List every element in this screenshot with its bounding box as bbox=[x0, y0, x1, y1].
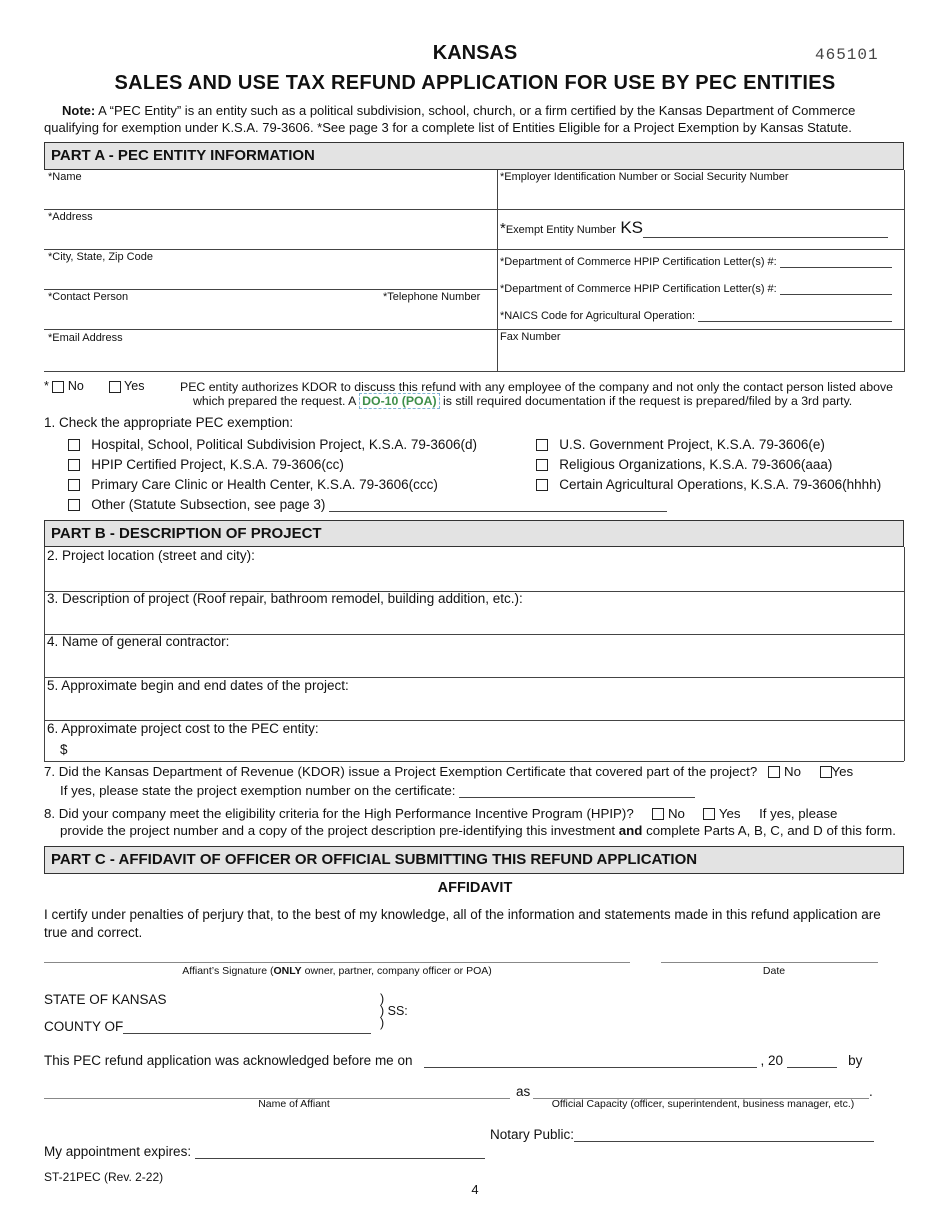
auth-text-2 bbox=[193, 394, 852, 408]
page-number: 4 bbox=[471, 1182, 479, 1197]
required-star: * bbox=[500, 220, 506, 237]
exemption-option[interactable] bbox=[68, 437, 477, 452]
exempt-prefix: KS bbox=[620, 218, 644, 237]
ack-label: This PEC refund application was acknowledged before me on bbox=[44, 1053, 413, 1068]
exemption-option-label: U.S. Government Project, K.S.A. 79-3606(e) bbox=[559, 437, 825, 452]
exemption-option-label: Primary Care Clinic or Health Center, K.S.A. 79-3606(ccc) bbox=[91, 477, 438, 492]
part-b-left-border bbox=[44, 547, 45, 761]
exempt-entity-number-field[interactable] bbox=[500, 218, 888, 238]
q8 bbox=[44, 806, 837, 821]
exemption-option-label: Other (Statute Subsection, see page 3) bbox=[91, 497, 326, 512]
exemption-checkbox[interactable] bbox=[68, 459, 80, 471]
exemption-option-label: Hospital, School, Political Subdivision Project, K.S.A. 79-3606(d) bbox=[91, 437, 477, 452]
date-caption: Date bbox=[762, 965, 786, 977]
city-state-zip-field[interactable]: *City, State, Zip Code bbox=[48, 251, 153, 263]
general-contractor-field[interactable]: 4. Name of general contractor: bbox=[47, 634, 230, 649]
hpip-letter-label-1: *Department of Commerce HPIP Certification Letter(s) #: bbox=[500, 256, 777, 268]
hpip-letter-label-2: *Department of Commerce HPIP Certification Letter(s) #: bbox=[500, 283, 777, 295]
q8-sub bbox=[60, 823, 896, 838]
exemption-option-label: Certain Agricultural Operations, K.S.A. 79-3606(hhhh) bbox=[559, 477, 882, 492]
project-cost-field[interactable]: 6. Approximate project cost to the PEC entity: bbox=[47, 721, 319, 736]
official-capacity-caption: Official Capacity (officer, superintendent, business manager, etc.) bbox=[551, 1098, 855, 1110]
q8-label: 8. Did your company meet the eligibility criteria for the High Performance Incentive Program (HPIP)? bbox=[44, 806, 634, 821]
contact-person-field[interactable]: *Contact Person bbox=[48, 291, 129, 303]
sig-caption-a: Affiant’s Signature ( bbox=[182, 965, 274, 977]
dollar-sign: $ bbox=[60, 742, 68, 757]
ack-by: by bbox=[848, 1053, 863, 1068]
q7-no-checkbox[interactable] bbox=[768, 766, 780, 778]
other-statute-blank[interactable] bbox=[329, 511, 667, 512]
certify-line1: I certify under penalties of perjury that, to the best of my knowledge, all of the information and statements made in this refund application are bbox=[44, 907, 881, 922]
note-line2: qualifying for exemption under K.S.A. 79-3606. *See page 3 for a complete list of Entities Eligible for a Project Exemption by Kansas Statute. bbox=[44, 120, 852, 135]
hpip-letter-blank-2[interactable] bbox=[780, 294, 892, 295]
part-a-divider bbox=[497, 170, 498, 372]
certify-line2: true and correct. bbox=[44, 925, 143, 940]
affidavit-title: AFFIDAVIT bbox=[437, 880, 513, 896]
q8-sub-b: complete Parts A, B, C, and D of this form. bbox=[642, 823, 896, 838]
rule bbox=[44, 249, 904, 250]
q8-sub-bold: and bbox=[618, 823, 643, 838]
exemption-option-other[interactable] bbox=[68, 497, 667, 512]
q7 bbox=[44, 764, 853, 779]
email-field[interactable]: *Email Address bbox=[48, 332, 123, 344]
state-of-kansas: STATE OF KANSAS bbox=[44, 992, 167, 1007]
auth-text-1: PEC entity authorizes KDOR to discuss this refund with any employee of the company and not only the contact person listed above bbox=[180, 380, 893, 394]
appointment-label: My appointment expires: bbox=[44, 1144, 192, 1159]
form-number: 465101 bbox=[815, 46, 879, 64]
part-a-heading: PART A - PEC ENTITY INFORMATION bbox=[44, 142, 904, 170]
note bbox=[44, 102, 914, 136]
naics-field[interactable] bbox=[500, 310, 892, 322]
exemption-option[interactable] bbox=[536, 477, 881, 492]
exemption-checkbox[interactable] bbox=[68, 499, 80, 511]
q7-yes-label: Yes bbox=[831, 764, 854, 779]
exemption-checkbox[interactable] bbox=[536, 479, 548, 491]
project-dates-field[interactable]: 5. Approximate begin and end dates of the project: bbox=[47, 678, 349, 693]
acknowledgement bbox=[44, 1053, 862, 1068]
q7-exemption-number-blank[interactable] bbox=[459, 797, 695, 798]
part-a-right-border bbox=[904, 170, 905, 372]
as-label: as bbox=[516, 1084, 531, 1099]
ss-bracket bbox=[380, 993, 408, 1029]
period: . bbox=[869, 1084, 873, 1099]
auth-text-2a: which prepared the request. A bbox=[193, 394, 360, 408]
address-field[interactable]: *Address bbox=[48, 211, 93, 223]
q8-no-label: No bbox=[667, 806, 685, 821]
naics-label: *NAICS Code for Agricultural Operation: bbox=[500, 310, 696, 322]
telephone-field[interactable]: *Telephone Number bbox=[383, 291, 481, 303]
name-field[interactable]: *Name bbox=[48, 171, 82, 183]
note-line1: A “PEC Entity” is an entity such as a political subdivision, school, church, or a firm certified by the Kansas Department of Commerce bbox=[95, 103, 856, 118]
ack-year-blank[interactable] bbox=[787, 1067, 837, 1068]
sig-caption-bold: ONLY bbox=[273, 965, 302, 977]
part-c-heading: PART C - AFFIDAVIT OF OFFICER OR OFFICIAL SUBMITTING THIS REFUND APPLICATION bbox=[44, 846, 904, 874]
project-location-field[interactable]: 2. Project location (street and city): bbox=[47, 548, 255, 563]
note-label: Note: bbox=[62, 103, 96, 118]
notary-blank[interactable] bbox=[574, 1141, 874, 1142]
ack-date-blank[interactable] bbox=[424, 1067, 757, 1068]
exemption-option[interactable] bbox=[68, 457, 344, 472]
appointment-blank[interactable] bbox=[195, 1158, 485, 1159]
name-of-affiant-caption: Name of Affiant bbox=[258, 1098, 330, 1110]
q7-sub bbox=[60, 783, 695, 798]
q8-ifyes: If yes, please bbox=[759, 806, 838, 821]
certify-text bbox=[44, 906, 881, 942]
exemption-option-label: Religious Organizations, K.S.A. 79-3606(aaa) bbox=[559, 457, 833, 472]
exemption-option[interactable] bbox=[536, 437, 825, 452]
q7-label: 7. Did the Kansas Department of Revenue (KDOR) issue a Project Exemption Certificate that covered part of the project? bbox=[44, 764, 758, 779]
exemption-checkbox[interactable] bbox=[536, 459, 548, 471]
rule bbox=[44, 209, 904, 210]
state-title: KANSAS bbox=[432, 42, 518, 64]
ack-year-prefix: , 20 bbox=[760, 1053, 784, 1068]
q7-sub-label: If yes, please state the project exemption number on the certificate: bbox=[60, 783, 456, 798]
q8-yes-checkbox[interactable] bbox=[703, 808, 715, 820]
appointment-field[interactable] bbox=[44, 1144, 485, 1159]
hpip-letter-blank-1[interactable] bbox=[780, 267, 892, 268]
exemption-option-label: HPIP Certified Project, K.S.A. 79-3606(cc) bbox=[91, 457, 344, 472]
form-revision: ST-21PEC (Rev. 2-22) bbox=[44, 1170, 164, 1184]
naics-blank[interactable] bbox=[698, 321, 892, 322]
exempt-entity-blank[interactable] bbox=[643, 237, 888, 238]
rule bbox=[44, 371, 904, 372]
rule bbox=[44, 761, 904, 762]
auth-yes-checkbox[interactable] bbox=[109, 381, 121, 393]
q8-no-checkbox[interactable] bbox=[652, 808, 664, 820]
required-star: * bbox=[44, 379, 49, 393]
exemption-checkbox[interactable] bbox=[536, 439, 548, 451]
auth-no-checkbox[interactable] bbox=[52, 381, 64, 393]
date-line[interactable] bbox=[661, 962, 878, 963]
sig-caption-b: owner, partner, company officer or POA) bbox=[301, 965, 492, 977]
signature-caption bbox=[44, 965, 630, 977]
notary-label: Notary Public: bbox=[490, 1127, 575, 1142]
fax-field[interactable]: Fax Number bbox=[500, 331, 561, 343]
q7-yes-checkbox[interactable] bbox=[820, 766, 832, 778]
exemption-option[interactable] bbox=[68, 477, 438, 492]
exemption-checkbox[interactable] bbox=[68, 439, 80, 451]
q8-sub-a: provide the project number and a copy of the project description pre-identifying this investment bbox=[60, 823, 619, 838]
exempt-entity-label: Exempt Entity Number bbox=[505, 224, 616, 236]
county-label: COUNTY OF bbox=[44, 1019, 124, 1034]
part-b-right-border bbox=[904, 547, 905, 761]
auth-yes-label: Yes bbox=[124, 379, 145, 393]
part-b-heading: PART B - DESCRIPTION OF PROJECT bbox=[44, 520, 904, 547]
do10-poa-link[interactable]: DO-10 (POA) bbox=[359, 393, 439, 409]
authorization-choice bbox=[44, 379, 144, 393]
page-title: SALES AND USE TAX REFUND APPLICATION FOR USE BY PEC ENTITIES bbox=[114, 72, 836, 94]
rule bbox=[44, 289, 497, 290]
notary-field[interactable] bbox=[490, 1127, 874, 1142]
county-field[interactable] bbox=[44, 1019, 371, 1034]
ss-label: ) SS: bbox=[380, 1004, 408, 1018]
hpip-letter-field-1[interactable] bbox=[500, 256, 892, 268]
ss-paren-top: ) bbox=[380, 992, 385, 1006]
exemption-checkbox[interactable] bbox=[68, 479, 80, 491]
county-blank[interactable] bbox=[123, 1033, 371, 1034]
project-description-field[interactable]: 3. Description of project (Roof repair, bathroom remodel, building addition, etc.): bbox=[47, 591, 523, 606]
auth-text-2b: is still required documentation if the request is prepared/filed by a 3rd party. bbox=[439, 394, 853, 408]
exemption-option[interactable] bbox=[536, 457, 832, 472]
auth-no-label: No bbox=[67, 379, 84, 393]
q1-label: 1. Check the appropriate PEC exemption: bbox=[44, 415, 294, 430]
rule bbox=[44, 329, 904, 330]
signature-line[interactable] bbox=[44, 962, 630, 963]
ss-paren-bottom: ) bbox=[380, 1016, 385, 1030]
q8-yes-label: Yes bbox=[718, 806, 741, 821]
q7-no-label: No bbox=[784, 764, 802, 779]
ein-field[interactable]: *Employer Identification Number or Social Security Number bbox=[500, 171, 789, 183]
hpip-letter-field-2[interactable] bbox=[500, 283, 892, 295]
